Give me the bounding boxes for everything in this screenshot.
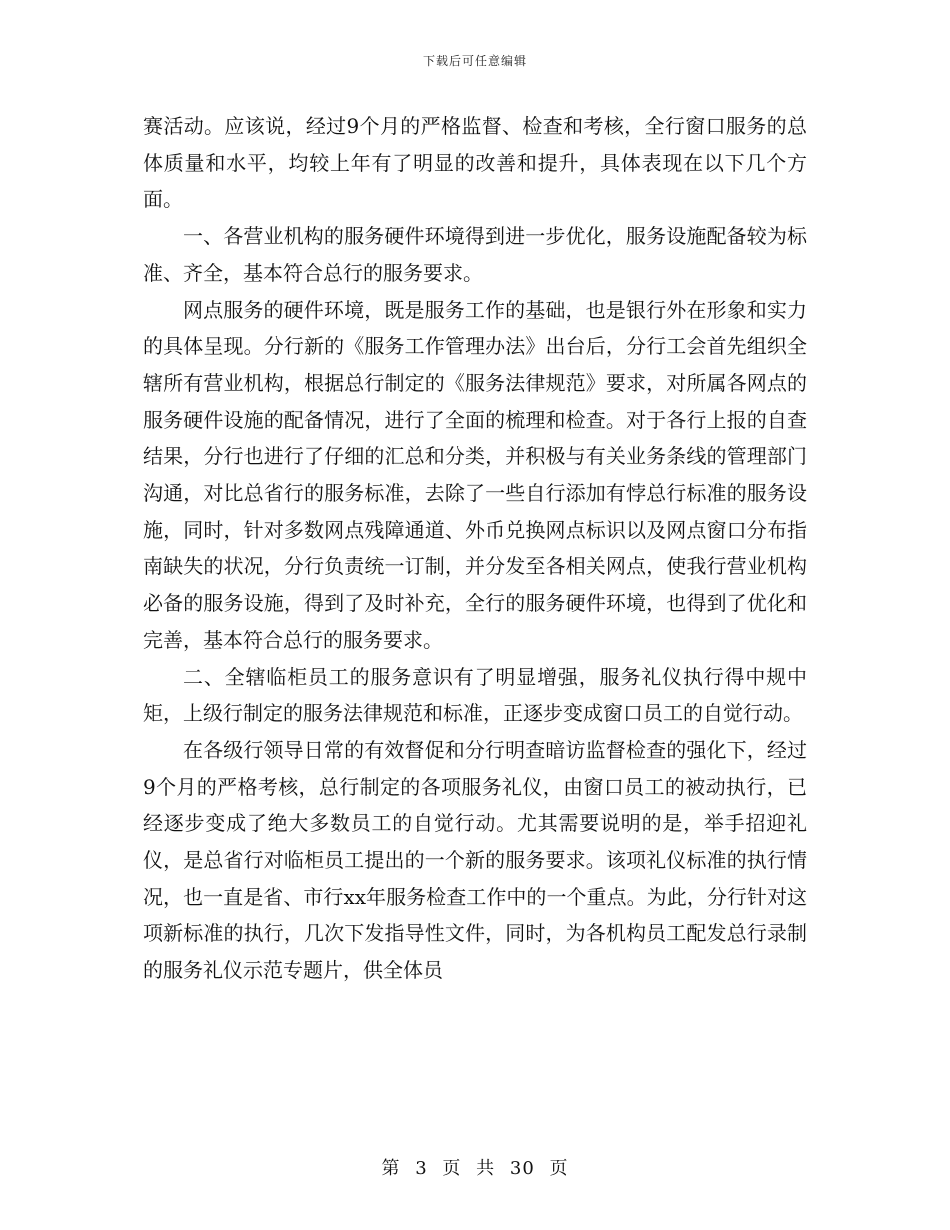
paragraph-1: 赛活动。应该说，经过9个月的严格监督、检查和考核，全行窗口服务的总体质量和水平，均较上年有了明显的改善和提升，具体表现在以下几个方面。	[143, 114, 807, 212]
footer-total-word: 共	[476, 1158, 496, 1179]
paragraph-4: 二、全辖临柜员工的服务意识有了明显增强，服务礼仪执行得中规中矩，上级行制定的服务法律规范和标准，正逐步变成窗口员工的自觉行动。	[143, 664, 807, 726]
page-footer	[0, 1154, 950, 1180]
footer-page-number: 3	[415, 1158, 428, 1179]
footer-suffix: 页	[549, 1158, 569, 1179]
page-header: 下载后可任意编辑	[422, 54, 527, 68]
paragraph-3: 网点服务的硬件环境，既是服务工作的基础，也是银行外在形象和实力的具体呈现。分行新的《服务工作管理办法》出台后，分行工会首先组织全辖所有营业机构，根据总行制定的《服务法律规范》要求，对所属各网点的服务硬件设施的配备情况，进行了全面的梳理和检查。对于各行上报的自查结果，分行也进行了仔细的汇总和分类，并积极与有关业务条线的管理部门沟通，对比总省行的服务标准，去除了一些自行添加有悖总行标准的服务设施，同时，针对多数网点残障通道、外币兑换网点标识以及网点窗口分布指南缺失的状况，分行负责统一订制，并分发至各相关网点，使我行营业机构必备的服务设施，得到了及时补充，全行的服务硬件环境，也得到了优化和完善，基本符合总行的服务要求。	[143, 297, 807, 652]
footer-prefix: 第	[381, 1158, 401, 1179]
document-body	[143, 108, 807, 989]
footer-page-word: 页	[442, 1158, 462, 1179]
footer-total-pages: 30	[509, 1158, 535, 1179]
paragraph-5: 在各级行领导日常的有效督促和分行明查暗访监督检查的强化下，经过9个月的严格考核，总行制定的各项服务礼仪，由窗口员工的被动执行，已经逐步变成了绝大多数员工的自觉行动。尤其需要说明的是，举手招迎礼仪，是总省行对临柜员工提出的一个新的服务要求。该项礼仪标准的执行情况，也一直是省、市行xx年服务检查工作中的一个重点。为此，分行针对这项新标准的执行，几次下发指导性文件，同时，为各机构员工配发总行录制的服务礼仪示范专题片，供全体员	[143, 737, 807, 983]
paragraph-2: 一、各营业机构的服务硬件环境得到进一步优化，服务设施配备较为标准、齐全，基本符合总行的服务要求。	[143, 224, 807, 285]
